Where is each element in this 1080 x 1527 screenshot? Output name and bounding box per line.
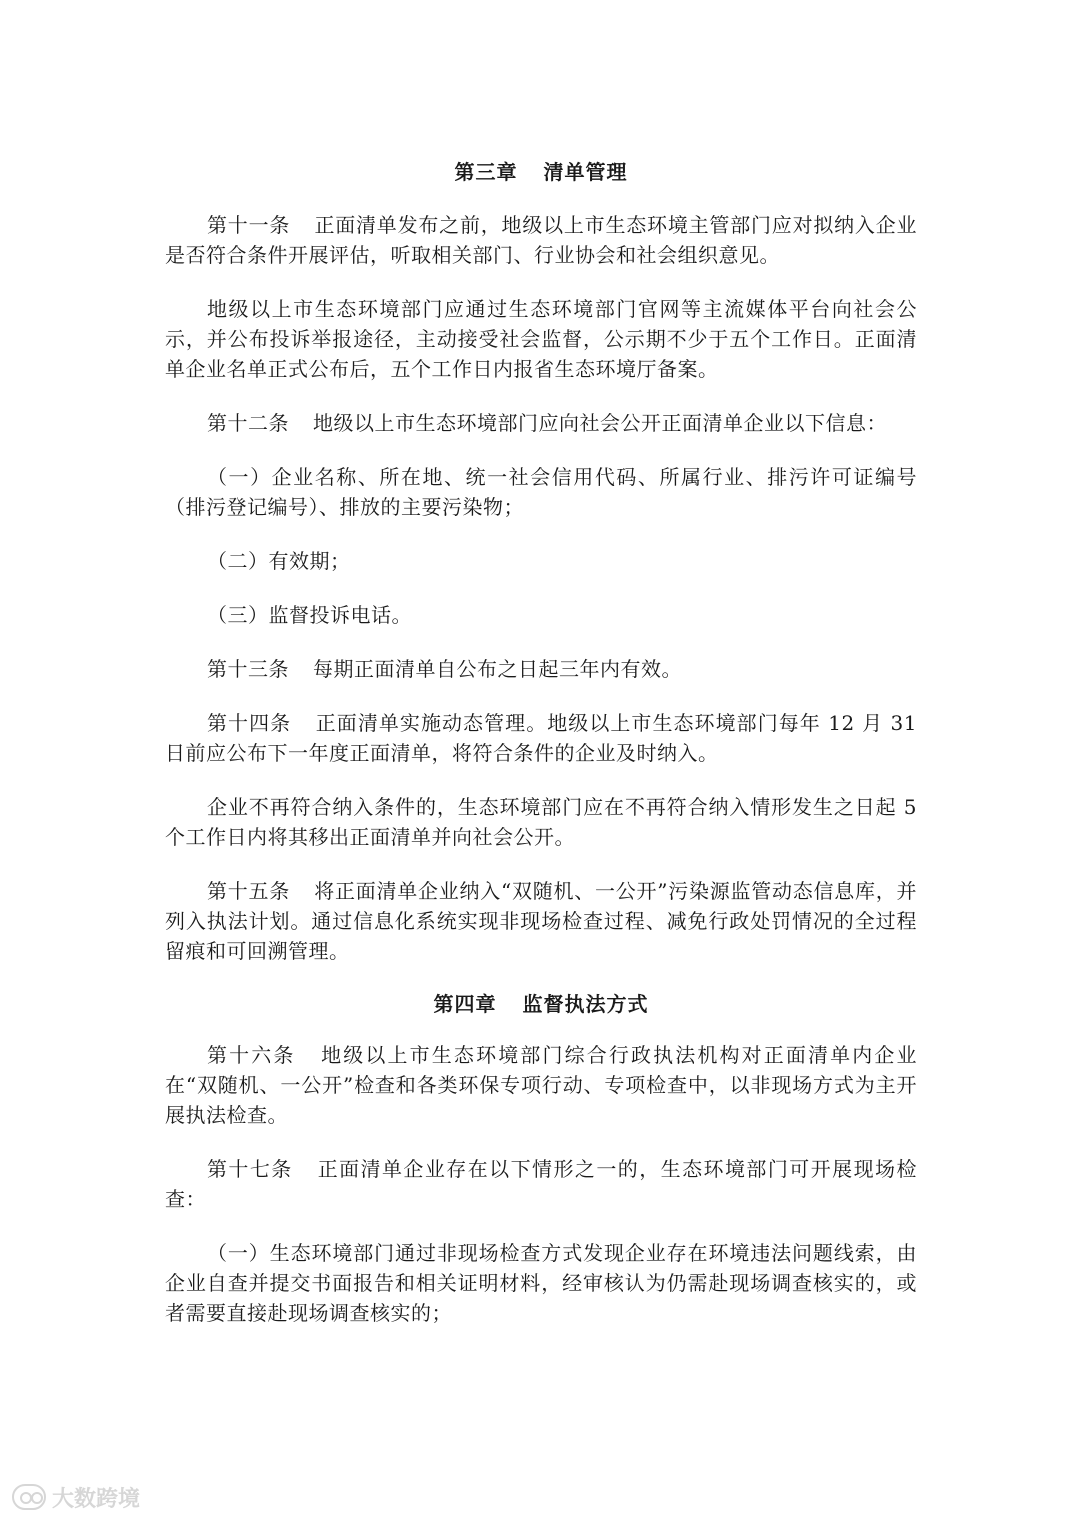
article-11-text: 正面清单发布之前，地级以上市生态环境主管部门应对拟纳入企业是否符合条件开展评估，听取相关部门、行业协会和社会组织意见。	[165, 213, 918, 267]
article-13-text: 每期正面清单自公布之日起三年内有效。	[313, 657, 682, 681]
article-14-paragraph-2: 企业不再符合纳入条件的，生态环境部门应在不再符合纳入情形发生之日起 5 个工作日内将其移出正面清单并向社会公开。	[165, 795, 917, 849]
article-17-item-1: （一）生态环境部门通过非现场检查方式发现企业存在环境违法问题线索，由企业自查并提交书面报告和相关证明材料，经审核认为仍需赴现场调查核实的，或者需要直接赴现场调查核实的；	[165, 1241, 917, 1325]
article-14-text: 正面清单实施动态管理。地级以上市生态环境部门每年 12 月 31 日前应公布下一年度正面清单，将符合条件的企业及时纳入。	[165, 711, 917, 765]
article-12-label: 第十二条	[207, 411, 289, 435]
chapter-4-number: 第四章	[433, 992, 497, 1016]
logo-icon	[12, 1484, 46, 1510]
article-12	[165, 408, 917, 438]
article-16-label: 第十六条	[207, 1043, 296, 1067]
chapter-3-number: 第三章	[454, 160, 518, 184]
article-11	[165, 210, 917, 270]
article-15-label: 第十五条	[207, 879, 291, 903]
chapter-3-heading	[165, 156, 917, 188]
document-body	[165, 156, 917, 1328]
article-17-text: 正面清单企业存在以下情形之一的，生态环境部门可开展现场检查：	[165, 1157, 917, 1211]
article-14-label: 第十四条	[207, 711, 292, 735]
article-13-label: 第十三条	[207, 657, 289, 681]
watermark	[12, 1480, 140, 1514]
article-11-paragraph-2: 地级以上市生态环境部门应通过生态环境部门官网等主流媒体平台向社会公示，并公布投诉举报途径，主动接受社会监督，公示期不少于五个工作日。正面清单企业名单正式公布后，五个工作日内报省生态环境厅备案。	[165, 297, 917, 381]
chapter-4-heading	[165, 988, 917, 1020]
chapter-3-title: 清单管理	[543, 160, 628, 184]
article-16-text: 地级以上市生态环境部门综合行政执法机构对正面清单内企业在“双随机、一公开”检查和各类环保专项行动、专项检查中，以非现场方式为主开展执法检查。	[165, 1043, 918, 1127]
article-15	[165, 876, 917, 966]
article-15-text: 将正面清单企业纳入“双随机、一公开”污染源监管动态信息库，并列入执法计划。通过信息化系统实现非现场检查过程、减免行政处罚情况的全过程留痕和可回溯管理。	[165, 879, 918, 963]
article-12-item-3: （三）监督投诉电话。	[207, 603, 412, 627]
article-13	[165, 654, 917, 684]
article-12-item-1: （一）企业名称、所在地、统一社会信用代码、所属行业、排污许可证编号（排污登记编号）、排放的主要污染物；	[165, 465, 917, 519]
article-17	[165, 1154, 917, 1214]
chapter-4-title: 监督执法方式	[522, 992, 649, 1016]
article-12-item-2: （二）有效期；	[207, 549, 351, 573]
article-12-text: 地级以上市生态环境部门应向社会公开正面清单企业以下信息：	[313, 411, 887, 435]
article-14	[165, 708, 917, 768]
watermark-text: 大数跨境	[52, 1486, 141, 1512]
article-16	[165, 1040, 917, 1130]
article-17-label: 第十七条	[207, 1157, 293, 1181]
article-11-label: 第十一条	[207, 213, 291, 237]
